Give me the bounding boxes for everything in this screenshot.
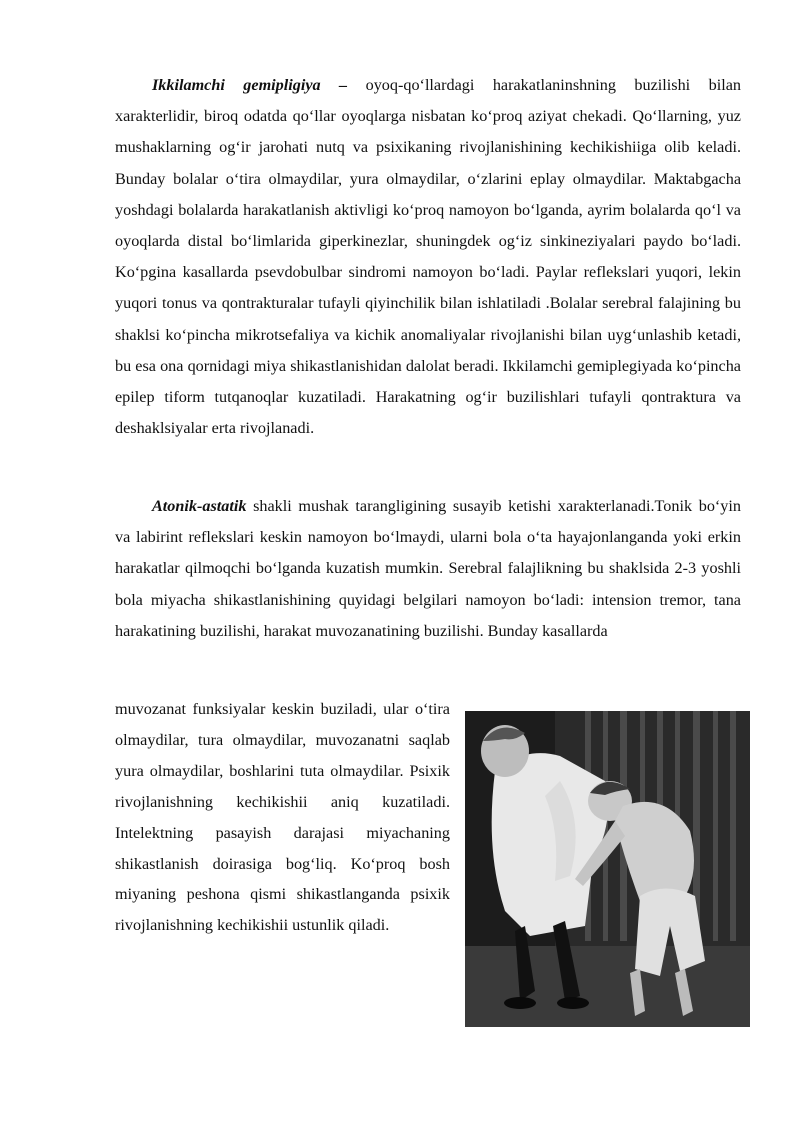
term-atonic-astatic: Atonik-astatik bbox=[152, 497, 247, 515]
paragraph-body: oyoq-qo‘llardagi harakatlaninshning buzilishi bilan xarakterlidir, biroq odatda qo‘llar oyoqlarga nisbatan ko‘proq aziyat chekadi. Qo‘llarning, yuz mushaklarning og‘ir jarohati nutq va psixikaning rivojlanishining kechikishiiga olib keladi. Bunday bolalar o‘tira olmaydilar, yura olmaydilar, o‘zlarini eplay olmaydilar. Maktabgacha yoshdagi bolalarda harakatlanish aktivligi ko‘proq namoyon bo‘lganda, ayrim bolalarda qo‘l va oyoqlarda distal bo‘limlarida giperkinezlar, shuningdek og‘iz sinkineziyalari paydo bo‘ladi. Ko‘pgina kasallarda psevdobulbar sindromi namoyon bo‘ladi. Paylar reflekslari yuqori, lekin yuqori tonus va qontrakturalar tufayli qiyinchilik bilan ishlatiladi .Bolalar serebral falajining bu shaklsi ko‘pincha mikrotsefaliya va kichik anomaliyalar rivojlanishi bilan uyg‘unlashib ketadi, bu esa ona qornidagi miya shikastlanishidan dalolat beradi. Ikkilamchi gemiplegiyada ko‘pincha epilep tiform tutqanoqlar kuzatiladi. Harakatning og‘ir buzilishlari tufayli qontraktura va deshaklsiyalar erta rivojlanadi. bbox=[115, 76, 741, 438]
paragraph-balance-functions bbox=[115, 694, 450, 941]
paragraph-atonic-astatic bbox=[115, 491, 741, 647]
paragraph-body: muvozanat funksiyalar keskin buziladi, ular o‘tira olmaydilar, tura olmaydilar, muvozanatni saqlab yura olmaydilar, boshlarini tuta olmaydilar. Psixik rivojlanishning kechikishii aniq kuzatiladi. Intelektning pasayish darajasi miyachaning shikastlanish doirasiga bog‘liq. Ko‘proq bosh miyaning peshona qismi shikastlanganda psixik rivojlanishning kechikishii ustunlik qiladi. bbox=[115, 700, 450, 935]
doctor-examining-child-photo bbox=[465, 711, 750, 1027]
paragraph-secondary-hemiplegia bbox=[115, 70, 741, 444]
term-secondary-hemiplegia: Ikkilamchi gemipligiya – bbox=[152, 76, 348, 94]
paragraph-body: shakli mushak tarangligining susayib ketishi xarakterlanadi.Tonik bo‘yin va labirint reflekslari keskin namoyon bo‘lmaydi, ularni bola o‘ta hayajonlanganda yoki erkin harakatlar qilmoqchi bo‘lganda kuzatish mumkin. Serebral falajlikning bu shaklsida 2-3 yoshli bola miyacha shikastlanishining quyidagi belgilari namoyon bo‘ladi: intension tremor, tana harakatining buzilishi, harakat muvozanatining buzilishi. Bunday kasallarda bbox=[115, 497, 741, 640]
